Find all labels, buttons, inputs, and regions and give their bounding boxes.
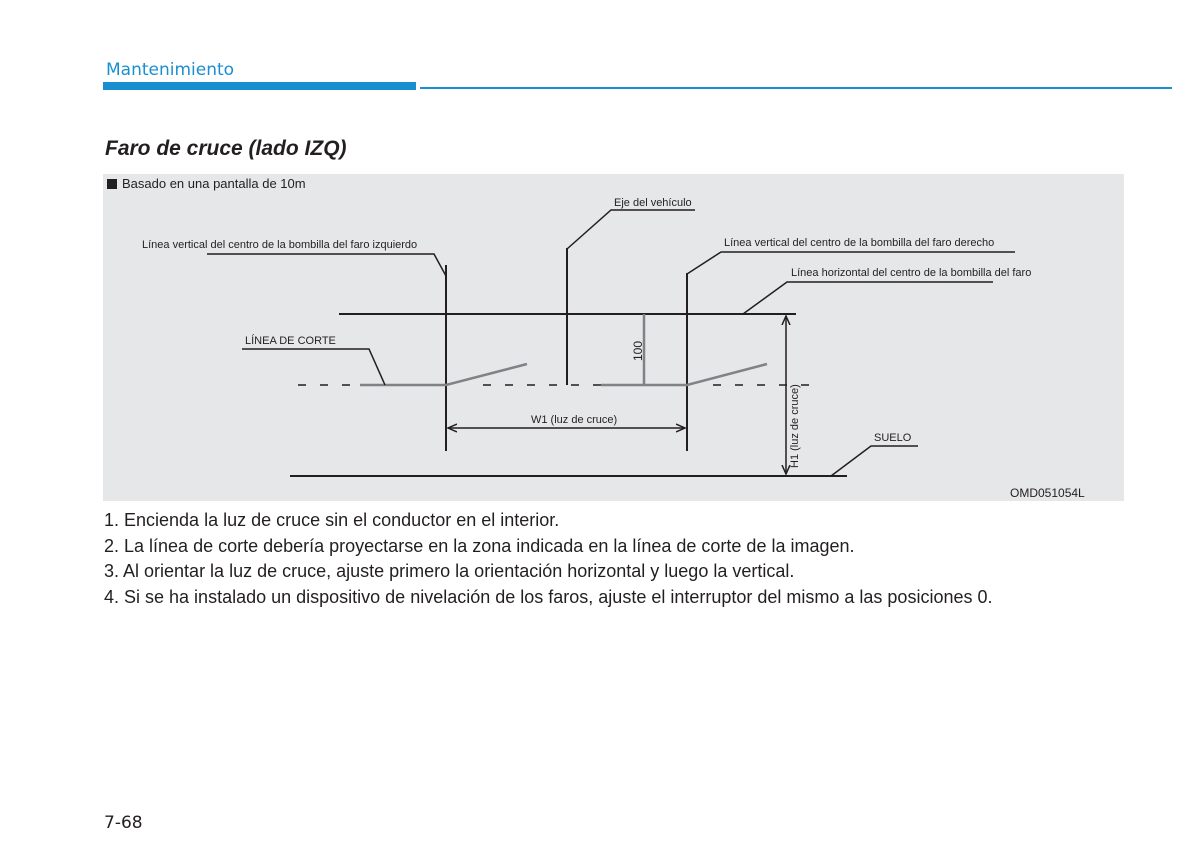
square-bullet-icon (107, 179, 117, 189)
instruction-step: 4. Si se ha instalado un dispositivo de nivelación de los faros, ajuste el interruptor del mismo a las posiciones 0. (104, 586, 993, 607)
label-vehicle-axis: Eje del vehículo (614, 197, 692, 209)
headlight-aiming-diagram (103, 174, 1124, 501)
right-beam-cutoff (601, 364, 767, 385)
label-left-vertical: Línea vertical del centro de la bombilla del faro izquierdo (142, 239, 418, 251)
header-rule-thin (420, 87, 1172, 89)
section-title: Mantenimiento (106, 60, 235, 80)
leader-vehicle-axis (567, 210, 695, 249)
label-right-vertical: Línea vertical del centro de la bombilla del faro derecho (724, 237, 995, 249)
label-cutoff-line: LÍNEA DE CORTE (245, 335, 336, 347)
instruction-list (104, 508, 993, 610)
leader-ground (831, 446, 918, 476)
label-h1: H1 (luz de cruce) (789, 384, 801, 468)
instruction-step: 3. Al orientar la luz de cruce, ajuste primero la orientación horizontal y luego la vertical. (104, 561, 795, 581)
label-dimension-100: 100 (631, 340, 645, 361)
figure-note (107, 176, 306, 191)
left-beam-cutoff (360, 364, 527, 385)
leader-horizontal-center (743, 282, 993, 314)
instruction-step: 1. Encienda la luz de cruce sin el conductor en el interior. (104, 510, 560, 530)
label-ground: SUELO (874, 432, 912, 444)
figure-code: OMD051054L (1010, 486, 1085, 500)
leader-cutoff (242, 349, 385, 385)
page-title: Faro de cruce (lado IZQ) (105, 137, 347, 160)
header-rule-thick (103, 82, 416, 90)
diagram-svg (103, 174, 1124, 501)
leader-left-vertical (207, 254, 446, 276)
instruction-step: 2. La línea de corte debería proyectarse en la zona indicada en la línea de corte de la imagen. (104, 535, 855, 556)
page-number: 7-68 (104, 813, 143, 833)
figure-note-text: Basado en una pantalla de 10m (122, 176, 306, 191)
label-w1: W1 (luz de cruce) (531, 414, 618, 426)
label-horizontal-center: Línea horizontal del centro de la bombilla del faro (791, 267, 1032, 279)
